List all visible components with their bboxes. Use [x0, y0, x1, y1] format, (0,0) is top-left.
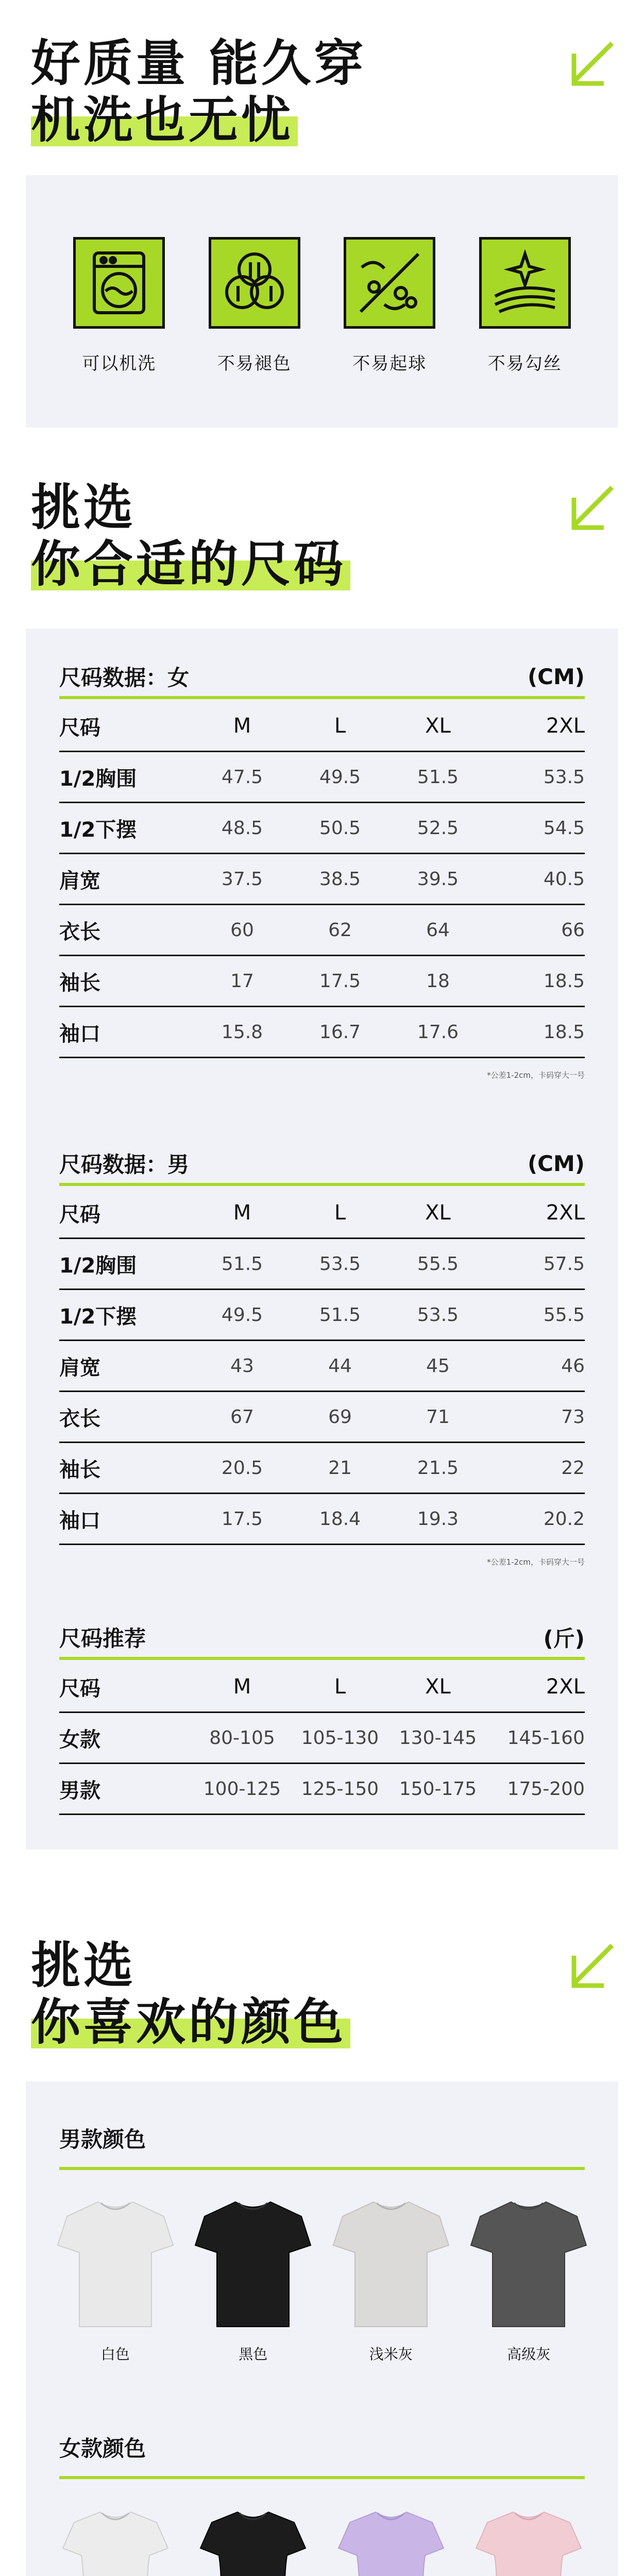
table-row: [59, 1764, 585, 1815]
tolerance-note: *公差1-2cm，卡码穿大一号: [487, 1071, 585, 1080]
table-cell: 51.5: [417, 766, 459, 788]
table-row: [59, 854, 585, 905]
row-label: 1/2下摆: [59, 1304, 137, 1329]
header-cell: L: [334, 714, 346, 738]
row-label: 肩宽: [59, 869, 100, 893]
table-cell: 38.5: [319, 868, 361, 890]
feature-anti-pilling: [341, 237, 438, 375]
size-header: [31, 479, 618, 592]
table-cell: 21: [328, 1457, 352, 1479]
tshirt-icon: [329, 2504, 453, 2576]
tshirt-icon: [467, 2195, 590, 2334]
color-swatch-item[interactable]: [329, 2195, 453, 2364]
row-label: 男款: [59, 1778, 100, 1803]
table-cell: 67: [230, 1406, 254, 1428]
feature-anti-snag: [476, 237, 574, 375]
shirt-body: [200, 2512, 306, 2576]
color-label: 白色: [100, 2346, 130, 2363]
row-label: 袖口: [59, 1022, 100, 1046]
header-cell: M: [233, 1675, 251, 1699]
table-cell: 17.5: [319, 970, 361, 992]
color-title-line2: 你喜欢的颜色: [31, 1993, 346, 2051]
color-swatch-item[interactable]: [467, 2195, 590, 2364]
table-cell: 53.5: [417, 1304, 459, 1326]
header-cell: 2XL: [546, 1201, 585, 1225]
divider: [59, 2476, 585, 2479]
table-cell: 20.2: [543, 1508, 585, 1530]
male-colors-section: [59, 2123, 585, 2172]
table-cell: 55.5: [417, 1253, 459, 1275]
table-cell: 53.5: [543, 766, 585, 788]
table-cell: 17.5: [221, 1508, 263, 1530]
table-row: [59, 1290, 585, 1341]
shirt-body: [471, 2202, 586, 2327]
table-row: [59, 1007, 585, 1058]
table-row: [59, 1713, 585, 1764]
table-cell: 175-200: [507, 1778, 585, 1800]
size-table-male: [59, 1144, 585, 1567]
table-header-row: [59, 701, 585, 752]
shirt-body: [195, 2202, 311, 2327]
size-panel: [26, 629, 618, 1850]
color-swatch-item[interactable]: [54, 2195, 177, 2364]
tolerance-note: *公差1-2cm，卡码穿大一号: [487, 1557, 585, 1567]
table-cell: 17: [230, 970, 254, 992]
feature-fade-resistant: [206, 237, 303, 375]
header-cell: 尺码: [59, 716, 100, 740]
table-cell: 15.8: [221, 1021, 263, 1043]
color-swatch-item[interactable]: [54, 2504, 177, 2576]
feature-label: 不易褪色: [217, 353, 292, 374]
female-colors-section: [59, 2432, 585, 2481]
quality-header: [31, 35, 618, 148]
table-cell: 57.5: [543, 1253, 585, 1275]
header-cell: 尺码: [59, 1676, 100, 1701]
header-cell: M: [233, 714, 251, 738]
table-row: [59, 905, 585, 956]
divider: [59, 2167, 585, 2170]
table-cell: 51.5: [319, 1304, 361, 1326]
table-cell: 47.5: [221, 766, 263, 788]
features-row: [26, 237, 618, 375]
table-cell: 16.7: [319, 1021, 361, 1043]
size-title-line2: 你合适的尺码: [31, 535, 346, 593]
tshirt-icon: [191, 2504, 315, 2576]
table-cell: 130-145: [399, 1727, 477, 1749]
table-cell: 22: [561, 1457, 585, 1479]
header-cell: M: [233, 1201, 251, 1225]
header-cell: 2XL: [546, 714, 585, 738]
table-cell: 45: [426, 1355, 450, 1377]
table-row: [59, 956, 585, 1007]
table-cell: 37.5: [221, 868, 263, 890]
washing-machine-icon: [73, 237, 165, 329]
table-cell: 69: [328, 1406, 352, 1428]
table-cell: 100-125: [203, 1778, 281, 1800]
anti-pilling-icon: [344, 237, 435, 329]
table-cell: 18: [426, 970, 450, 992]
table-row: [59, 1239, 585, 1290]
color-label: 浅米灰: [369, 2346, 413, 2363]
table-cell: 62: [328, 919, 352, 941]
header-cell: XL: [425, 1201, 451, 1225]
size-table-female: [59, 657, 585, 1080]
size-title-line1: 挑选: [31, 479, 136, 536]
row-label: 女款: [59, 1727, 100, 1752]
shirt-body: [338, 2512, 444, 2576]
table-cell: 18.5: [543, 1021, 585, 1043]
table-row: [59, 1443, 585, 1494]
table-cell: 21.5: [417, 1457, 459, 1479]
table-cell: 20.5: [221, 1457, 263, 1479]
size-recommend-table: [59, 1618, 585, 1815]
table-cell: 18.4: [319, 1508, 361, 1530]
feature-label: 不易起球: [352, 353, 427, 374]
table-cell: 17.6: [417, 1021, 459, 1043]
table-row: [59, 1392, 585, 1443]
feature-label: 可以机洗: [82, 353, 157, 374]
header-cell: XL: [425, 1675, 451, 1699]
table-cell: 50.5: [319, 817, 361, 839]
header-cell: L: [334, 1201, 346, 1225]
shirt-body: [333, 2202, 449, 2327]
table-cell: 46: [561, 1355, 585, 1377]
tshirt-icon: [329, 2195, 453, 2334]
tshirt-icon: [467, 2504, 590, 2576]
table-cell: 64: [426, 919, 450, 941]
row-label: 肩宽: [59, 1355, 100, 1380]
anti-snag-icon: [479, 237, 571, 329]
color-swatch-item[interactable]: [467, 2504, 590, 2576]
male-colors-title: 男款颜色: [59, 2127, 146, 2152]
feature-machine-wash: [70, 237, 168, 375]
table-cell: 48.5: [221, 817, 263, 839]
size-table-unit: (斤): [543, 1626, 585, 1651]
table-cell: 49.5: [319, 766, 361, 788]
row-label: 1/2胸围: [59, 767, 137, 791]
color-swatch-item[interactable]: [191, 2504, 315, 2576]
table-header-row: [59, 1188, 585, 1239]
row-label: 衣长: [59, 1406, 100, 1431]
header-cell: XL: [425, 714, 451, 738]
table-cell: 53.5: [319, 1253, 361, 1275]
table-row: [59, 1341, 585, 1392]
table-cell: 40.5: [543, 868, 585, 890]
size-table-title: 尺码数据：女: [59, 665, 190, 690]
shirt-body: [63, 2512, 168, 2576]
table-cell: 43: [230, 1355, 254, 1377]
header-cell: 2XL: [546, 1675, 585, 1699]
color-title-line1: 挑选: [31, 1937, 136, 1994]
shirt-body: [58, 2202, 173, 2327]
table-cell: 105-130: [301, 1727, 379, 1749]
tshirt-icon: [54, 2195, 177, 2334]
table-cell: 66: [561, 919, 585, 941]
table-cell: 19.3: [417, 1508, 459, 1530]
color-label: 黑色: [239, 2346, 268, 2363]
size-table-unit: (CM): [527, 1150, 585, 1176]
table-cell: 150-175: [399, 1778, 477, 1800]
quality-title-line1: 好质量 能久穿: [31, 35, 367, 92]
size-table-title: 尺码数据：男: [59, 1152, 190, 1177]
divider: [59, 1657, 585, 1660]
color-swatch-item[interactable]: [191, 2195, 315, 2364]
divider: [59, 696, 585, 699]
color-header: [31, 1937, 618, 2050]
tshirt-icon: [191, 2195, 315, 2334]
row-label: 袖长: [59, 971, 100, 995]
female-colors-title: 女款颜色: [59, 2436, 146, 2461]
table-cell: 49.5: [221, 1304, 263, 1326]
table-cell: 73: [561, 1406, 585, 1428]
color-label: 高级灰: [507, 2346, 551, 2363]
row-label: 1/2胸围: [59, 1253, 137, 1278]
table-cell: 54.5: [543, 817, 585, 839]
table-row: [59, 752, 585, 803]
row-label: 1/2下摆: [59, 818, 137, 842]
color-panel: [26, 2081, 618, 2576]
table-cell: 145-160: [507, 1727, 585, 1749]
table-cell: 51.5: [221, 1253, 263, 1275]
table-row: [59, 803, 585, 854]
quality-title-line2: 机洗也无忧: [31, 91, 294, 149]
table-cell: 39.5: [417, 868, 459, 890]
table-cell: 44: [328, 1355, 352, 1377]
feature-label: 不易勾丝: [487, 353, 562, 374]
table-row: [59, 1494, 585, 1545]
header-cell: L: [334, 1675, 346, 1699]
size-table-unit: (CM): [527, 664, 585, 689]
table-header-row: [59, 1662, 585, 1713]
color-swatch-item[interactable]: [329, 2504, 453, 2576]
table-cell: 71: [426, 1406, 450, 1428]
table-cell: 125-150: [301, 1778, 379, 1800]
row-label: 袖口: [59, 1509, 100, 1533]
tshirt-icon: [54, 2504, 177, 2576]
divider: [59, 1183, 585, 1186]
row-label: 袖长: [59, 1458, 100, 1482]
table-cell: 80-105: [209, 1727, 275, 1749]
table-cell: 55.5: [543, 1304, 585, 1326]
size-table-title: 尺码推荐: [59, 1626, 146, 1651]
shirt-body: [476, 2512, 581, 2576]
female-color-row: [46, 2504, 598, 2576]
table-cell: 60: [230, 919, 254, 941]
row-label: 衣长: [59, 920, 100, 944]
fade-resistant-icon: [209, 237, 300, 329]
features-panel: [26, 175, 618, 428]
header-cell: 尺码: [59, 1202, 100, 1227]
male-color-row: [46, 2195, 598, 2364]
table-cell: 18.5: [543, 970, 585, 992]
table-cell: 52.5: [417, 817, 459, 839]
